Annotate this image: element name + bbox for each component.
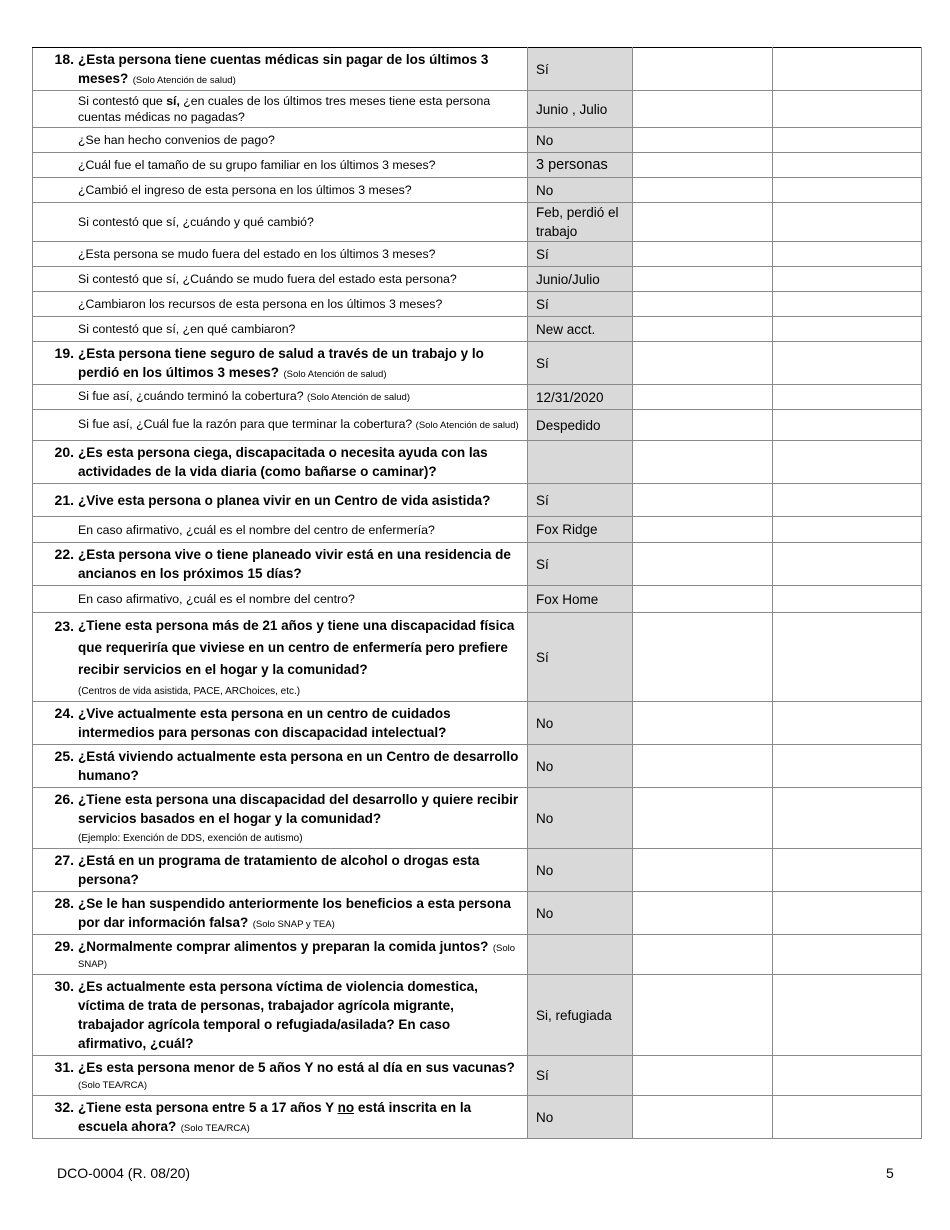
blank-cell[interactable]: [773, 892, 922, 935]
blank-cell[interactable]: [633, 517, 773, 543]
question-note: (Solo Atención de salud): [132, 75, 236, 86]
blank-cell[interactable]: [773, 975, 922, 1056]
question-24-row: [33, 702, 922, 745]
question-text: ¿Tiene esta persona más de 21 años y tiene una discapacidad física que requeriría que viviese en un centro de enfermería pero prefiere recibir servicios en el hogar y la comunidad?: [78, 618, 515, 677]
blank-cell[interactable]: [773, 128, 922, 153]
answer-cell[interactable]: [528, 935, 633, 975]
question-text: ¿en cuales de los últimos tres meses tiene esta persona cuentas médicas no pagadas?: [78, 94, 491, 124]
blank-cell[interactable]: [773, 91, 922, 128]
blank-cell[interactable]: [633, 203, 773, 242]
question-number: 23.: [54, 618, 74, 634]
question-text: Si contestó que sí, ¿Cuándo se mudo fuera del estado esta persona?: [78, 272, 457, 286]
blank-cell[interactable]: [773, 242, 922, 267]
question-number: 24.: [54, 705, 74, 721]
question-number: 21.: [54, 491, 74, 508]
blank-cell[interactable]: [773, 613, 922, 702]
blank-cell[interactable]: [633, 745, 773, 788]
question-27-row: [33, 849, 922, 892]
question-text: ¿Esta persona vive o tiene planeado vivir está en una residencia de ancianos en los próximos 15 días?: [78, 547, 511, 581]
question-text-underline: no: [337, 1100, 355, 1115]
answer-cell[interactable]: 3 personas: [528, 153, 633, 178]
answer-cell[interactable]: Si, refugiada: [528, 975, 633, 1056]
answer-cell[interactable]: No: [528, 702, 633, 745]
question-note: (Solo Atención de salud): [307, 392, 410, 403]
question-19-row: [33, 342, 922, 385]
answer-cell[interactable]: Fox Home: [528, 586, 633, 613]
question-22a-row: [33, 586, 922, 613]
blank-cell[interactable]: [633, 410, 773, 441]
blank-cell[interactable]: [633, 484, 773, 517]
question-number: 30.: [54, 978, 74, 994]
blank-cell[interactable]: [633, 292, 773, 317]
blank-cell[interactable]: [633, 242, 773, 267]
blank-cell[interactable]: [633, 91, 773, 128]
blank-cell[interactable]: [773, 385, 922, 410]
question-18e-row: [33, 203, 922, 242]
blank-cell[interactable]: [773, 292, 922, 317]
blank-cell[interactable]: [633, 128, 773, 153]
answer-cell[interactable]: No: [528, 128, 633, 153]
blank-cell[interactable]: [633, 1056, 773, 1096]
answer-cell[interactable]: No: [528, 1096, 633, 1139]
blank-cell[interactable]: [633, 975, 773, 1056]
question-number: 32.: [54, 1099, 74, 1115]
blank-cell[interactable]: [773, 788, 922, 849]
page-number: 5: [886, 1165, 894, 1181]
question-number: 31.: [54, 1059, 74, 1075]
question-18-row: [33, 48, 922, 91]
answer-cell[interactable]: [528, 441, 633, 484]
blank-cell[interactable]: [633, 1096, 773, 1139]
blank-cell[interactable]: [633, 892, 773, 935]
blank-cell[interactable]: [633, 342, 773, 385]
question-26-row: [33, 788, 922, 849]
answer-cell[interactable]: Junio/Julio: [528, 267, 633, 292]
blank-cell[interactable]: [773, 849, 922, 892]
question-18h-row: [33, 292, 922, 317]
question-text: ¿Está en un programa de tratamiento de alcohol o drogas esta persona?: [78, 853, 480, 887]
answer-cell[interactable]: Sí: [528, 48, 633, 91]
blank-cell[interactable]: [773, 203, 922, 242]
question-text: ¿Tiene esta persona una discapacidad del desarrollo y quiere recibir servicios basados en el hogar y la comunidad?: [78, 792, 519, 826]
question-note: (Solo Atención de salud): [283, 369, 387, 380]
question-18c-row: [33, 153, 922, 178]
question-number: 28.: [54, 895, 74, 911]
blank-cell[interactable]: [633, 788, 773, 849]
question-19b-row: [33, 410, 922, 441]
question-number: 29.: [54, 938, 74, 954]
answer-cell[interactable]: Sí: [528, 292, 633, 317]
question-text: En caso afirmativo, ¿cuál es el nombre del centro?: [78, 592, 355, 606]
blank-cell[interactable]: [773, 441, 922, 484]
question-31-row: [33, 1056, 922, 1096]
blank-cell[interactable]: [633, 613, 773, 702]
blank-cell[interactable]: [773, 484, 922, 517]
question-number: 26.: [54, 791, 74, 807]
question-text: ¿Tiene esta persona entre 5 a 17 años Y: [78, 1100, 338, 1115]
blank-cell[interactable]: [633, 543, 773, 586]
question-text: Si contestó que sí, ¿en qué cambiaron?: [78, 322, 296, 336]
answer-cell[interactable]: No: [528, 788, 633, 849]
question-20-row: [33, 441, 922, 484]
question-text: ¿Esta persona tiene cuentas médicas sin pagar de los últimos 3 meses?: [78, 52, 489, 86]
answer-cell[interactable]: No: [528, 745, 633, 788]
question-text: Si fue así, ¿Cuál fue la razón para que terminar la cobertura?: [78, 417, 413, 431]
question-text: Si contestó que sí, ¿cuándo y qué cambió?: [78, 215, 314, 229]
question-number: 27.: [54, 852, 74, 868]
answer-cell[interactable]: Sí: [528, 484, 633, 517]
answer-cell[interactable]: New acct.: [528, 317, 633, 342]
question-text: ¿Cuál fue el tamaño de su grupo familiar en los últimos 3 meses?: [78, 158, 436, 172]
question-18f-row: [33, 242, 922, 267]
blank-cell[interactable]: [633, 586, 773, 613]
form-id: DCO-0004 (R. 08/20): [57, 1165, 191, 1181]
blank-cell[interactable]: [773, 517, 922, 543]
question-text: ¿Cambiaron los recursos de esta persona en los últimos 3 meses?: [78, 297, 443, 311]
question-text: está inscrita en la escuela ahora?: [78, 1100, 472, 1134]
question-text: ¿Es actualmente esta persona víctima de violencia domestica, víctima de trata de personas, trabajador agrícola migrante, trabajador agrícola temporal o refugiada/asilada? En caso afirmativo, ¿cuál?: [78, 979, 478, 1051]
answer-cell[interactable]: No: [528, 849, 633, 892]
question-text-bold: sí,: [166, 94, 180, 108]
answer-cell[interactable]: Feb, perdió el trabajo: [528, 203, 633, 242]
blank-cell[interactable]: [633, 849, 773, 892]
question-18d-row: [33, 178, 922, 203]
blank-cell[interactable]: [773, 153, 922, 178]
blank-cell[interactable]: [633, 441, 773, 484]
answer-cell[interactable]: Sí: [528, 1056, 633, 1096]
question-text: Si fue así, ¿cuándo terminó la cobertura?: [78, 389, 304, 403]
question-text: ¿Esta persona se mudo fuera del estado en los últimos 3 meses?: [78, 247, 436, 261]
questions-table: [32, 47, 922, 1139]
question-18a-row: [33, 91, 922, 128]
question-text: ¿Está viviendo actualmente esta persona en un Centro de desarrollo humano?: [78, 749, 519, 783]
question-29-row: [33, 935, 922, 975]
question-number: 18.: [54, 51, 74, 67]
question-text: ¿Es esta persona ciega, discapacitada o necesita ayuda con las actividades de la vida diaria (como bañarse o caminar)?: [78, 445, 488, 479]
answer-cell[interactable]: 12/31/2020: [528, 385, 633, 410]
blank-cell[interactable]: [773, 317, 922, 342]
question-text: ¿Se han hecho convenios de pago?: [78, 133, 275, 147]
question-text: ¿Vive esta persona o planea vivir en un Centro de vida asistida?: [78, 492, 491, 508]
blank-cell[interactable]: [773, 586, 922, 613]
question-22-row: [33, 543, 922, 586]
blank-cell[interactable]: [773, 935, 922, 975]
blank-cell[interactable]: [773, 342, 922, 385]
question-23-row: [33, 613, 922, 702]
question-note: (Ejemplo: Exención de DDS, exención de autismo): [78, 833, 303, 844]
question-text: Si contestó que: [78, 94, 167, 108]
answer-cell[interactable]: Despedido: [528, 410, 633, 441]
blank-cell[interactable]: [633, 267, 773, 292]
blank-cell[interactable]: [773, 702, 922, 745]
question-text: ¿Esta persona tiene seguro de salud a través de un trabajo y lo perdió en los últimos 3 meses?: [78, 346, 484, 380]
blank-cell[interactable]: [773, 267, 922, 292]
question-note: (Solo SNAP y TEA): [252, 919, 335, 930]
blank-cell[interactable]: [773, 745, 922, 788]
blank-cell[interactable]: [633, 178, 773, 203]
question-number: 19.: [54, 345, 74, 361]
blank-cell[interactable]: [633, 702, 773, 745]
question-note: (Solo TEA/RCA): [180, 1123, 250, 1134]
question-number: 25.: [54, 748, 74, 764]
blank-cell[interactable]: [773, 48, 922, 91]
question-32-row: [33, 1096, 922, 1139]
question-text: ¿Vive actualmente esta persona en un centro de cuidados intermedios para personas con discapacidad intelectual?: [78, 706, 451, 740]
blank-cell[interactable]: [633, 935, 773, 975]
blank-cell[interactable]: [773, 543, 922, 586]
question-18i-row: [33, 317, 922, 342]
answer-cell[interactable]: No: [528, 892, 633, 935]
question-18g-row: [33, 267, 922, 292]
question-number: 20.: [54, 444, 74, 460]
blank-cell[interactable]: [633, 153, 773, 178]
answer-cell[interactable]: Fox Ridge: [528, 517, 633, 543]
question-text: ¿Normalmente comprar alimentos y preparan la comida juntos?: [78, 939, 489, 954]
question-note: (Solo TEA/RCA): [78, 1080, 147, 1091]
question-text: En caso afirmativo, ¿cuál es el nombre del centro de enfermería?: [78, 522, 435, 537]
question-note: (Solo SNAP): [78, 943, 515, 970]
question-text: ¿Cambió el ingreso de esta persona en los últimos 3 meses?: [78, 183, 412, 197]
question-note: (Centros de vida asistida, PACE, ARChoices, etc.): [78, 686, 301, 697]
question-21-row: [33, 484, 922, 517]
answer-cell[interactable]: Sí: [528, 543, 633, 586]
blank-cell[interactable]: [633, 317, 773, 342]
answer-cell[interactable]: Junio , Julio: [528, 91, 633, 128]
question-18b-row: [33, 128, 922, 153]
question-25-row: [33, 745, 922, 788]
question-note: (Solo Atención de salud): [415, 420, 519, 431]
question-text: ¿Es esta persona menor de 5 años Y no está al día en sus vacunas?: [78, 1060, 515, 1075]
question-30-row: [33, 975, 922, 1056]
question-28-row: [33, 892, 922, 935]
blank-cell[interactable]: [633, 385, 773, 410]
blank-cell[interactable]: [773, 178, 922, 203]
blank-cell[interactable]: [633, 48, 773, 91]
question-19a-row: [33, 385, 922, 410]
answer-cell[interactable]: Sí: [528, 342, 633, 385]
blank-cell[interactable]: [773, 410, 922, 441]
answer-cell[interactable]: Sí: [528, 242, 633, 267]
question-number: 22.: [54, 546, 74, 562]
blank-cell[interactable]: [773, 1096, 922, 1139]
question-text: ¿Se le han suspendido anteriormente los beneficios a esta persona por dar información falsa?: [78, 896, 511, 930]
answer-cell[interactable]: No: [528, 178, 633, 203]
question-21a-row: [33, 517, 922, 543]
blank-cell[interactable]: [773, 1056, 922, 1096]
answer-cell[interactable]: Sí: [528, 613, 633, 702]
